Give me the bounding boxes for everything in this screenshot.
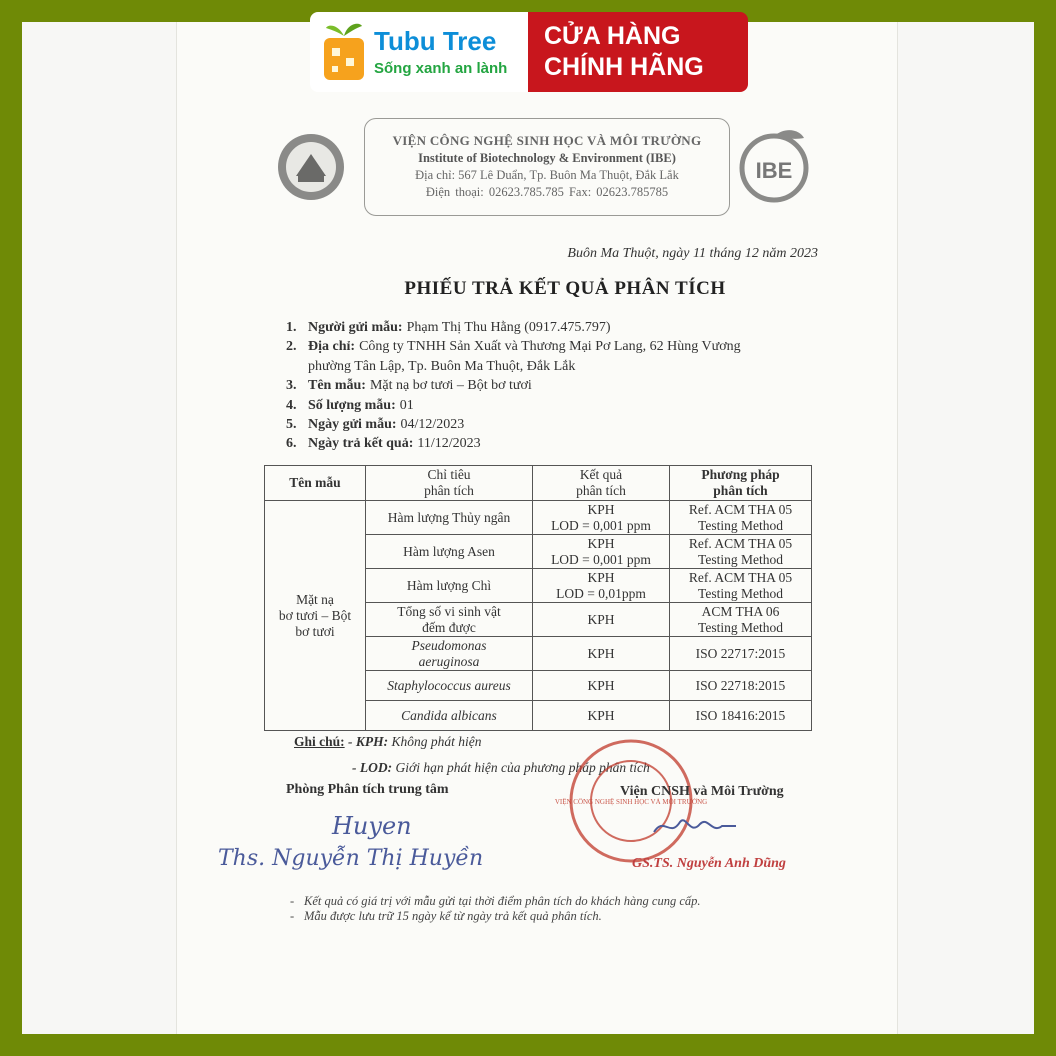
note-kph-abbr: - KPH:	[348, 734, 389, 749]
result-cell: KPH	[533, 701, 670, 731]
indicator-cell: Staphylococcus aureus	[366, 671, 533, 701]
footer-line: Kết quả có giá trị với mẫu gửi tại thời điểm phân tích do khách hàng cung cấp.	[304, 894, 701, 908]
brand-tagline: Sống xanh an lành	[374, 60, 508, 77]
result-cell: KPH	[533, 671, 670, 701]
info-num: 3.	[286, 378, 297, 394]
info-value: Mặt nạ bơ tươi – Bột bơ tươi	[369, 378, 532, 394]
footer-line: Mẫu được lưu trữ 15 ngày kể từ ngày trả kết quả phân tích.	[304, 909, 602, 923]
indicator-cell: Pseudomonas aeruginosa	[366, 637, 533, 671]
university-seal-icon	[276, 132, 346, 202]
stamp-text: VIỆN CÔNG NGHỆ SINH HỌC VÀ MÔI TRƯỜNG	[554, 798, 708, 806]
info-value: Phạm Thị Thu Hằng (0917.475.797)	[406, 320, 611, 335]
info-num: 5.	[286, 417, 297, 433]
document-title: PHIẾU TRẢ KẾT QUẢ PHÂN TÍCH	[404, 278, 726, 299]
method-cell: Ref. ACM THA 05 Testing Method	[670, 569, 812, 603]
note-lod-abbr: - LOD:	[352, 760, 393, 775]
info-item	[286, 337, 826, 356]
method-cell: ACM THA 06 Testing Method	[670, 603, 812, 637]
indicator-cell: Hàm lượng Asen	[366, 535, 533, 569]
info-item	[286, 415, 826, 434]
method-cell: ISO 22718:2015	[670, 671, 812, 701]
right-signature-icon	[650, 812, 740, 842]
indicator-cell: Tổng số vi sinh vật đếm được	[366, 603, 533, 637]
info-value: 04/12/2023	[400, 417, 465, 433]
institute-phone-fax: Điện thoại: 02623.785.785 Fax: 02623.785785	[425, 185, 669, 199]
right-signer-name: GS.TS. Nguyễn Anh Dũng	[632, 856, 786, 871]
method-cell: Ref. ACM THA 05 Testing Method	[670, 535, 812, 569]
method-cell: ISO 22717:2015	[670, 637, 812, 671]
sample-name-cell: Mặt nạ bơ tươi – Bột bơ tươi	[265, 501, 366, 731]
col-header-indicator: Chỉ tiêu phân tích	[366, 466, 533, 501]
result-cell: KPH	[533, 637, 670, 671]
info-label: Số lượng mẫu:	[308, 397, 396, 413]
result-cell: KPH LOD = 0,001 ppm	[533, 501, 670, 535]
info-label: Ngày gửi mẫu:	[308, 417, 397, 433]
issue-date: Buôn Ma Thuột, ngày 11 tháng 12 năm 2023	[567, 246, 818, 261]
indicator-cell: Candida albicans	[366, 701, 533, 731]
info-value: 01	[399, 397, 414, 413]
info-num: 1.	[286, 320, 297, 335]
results-table	[264, 465, 812, 731]
table-row	[265, 501, 812, 535]
institute-header	[364, 118, 730, 216]
note-kph-text: Không phát hiện	[391, 734, 482, 749]
info-num: 6.	[286, 436, 297, 452]
info-value-continued: phường Tân Lập, Tp. Buôn Ma Thuột, Đắk Lắk	[308, 358, 576, 374]
shop-line-1: CỬA HÀNG	[544, 22, 681, 50]
left-signature: Huyen	[332, 812, 412, 840]
tubu-tree-logo-icon	[318, 18, 370, 84]
brand-name: Tubu Tree	[374, 26, 497, 56]
info-item	[286, 376, 826, 395]
institute-name-en: Institute of Biotechnology & Environment (IBE)	[418, 151, 676, 165]
method-cell: ISO 18416:2015	[670, 701, 812, 731]
info-item	[286, 434, 826, 453]
result-cell: KPH LOD = 0,01ppm	[533, 569, 670, 603]
method-cell: Ref. ACM THA 05 Testing Method	[670, 501, 812, 535]
ibe-logo-text: IBE	[755, 158, 793, 183]
official-store-badge	[528, 12, 748, 92]
indicator-cell: Hàm lượng Thủy ngân	[366, 501, 533, 535]
info-num: 4.	[286, 397, 297, 413]
sample-info-list	[286, 318, 826, 454]
left-signer-name: Ths. Nguyễn Thị Huyền	[218, 846, 484, 871]
notes-label: Ghi chú:	[294, 734, 345, 749]
result-cell: KPH LOD = 0,001 ppm	[533, 535, 670, 569]
info-value: 11/12/2023	[417, 436, 481, 452]
info-label: Người gửi mẫu:	[308, 320, 403, 335]
institute-name-vn: VIỆN CÔNG NGHỆ SINH HỌC VÀ MÔI TRƯỜNG	[392, 133, 702, 148]
info-label: Địa chỉ:	[308, 339, 356, 355]
footer-notes: - Kết quả có giá trị với mẫu gửi tại thời điểm phân tích do khách hàng cung cấp. - Mẫu được lưu trữ 15 ngày kể từ ngày trả kết quả phân tích.	[290, 894, 701, 923]
info-item	[286, 396, 826, 415]
brand-banner	[310, 12, 748, 92]
ibe-logo-icon	[734, 124, 814, 204]
info-value: Công ty TNHH Sản Xuất và Thương Mại Pơ Lang, 62 Hùng Vương	[359, 339, 741, 355]
table-header-row	[265, 466, 812, 501]
info-num: 2.	[286, 339, 297, 355]
shop-line-2: CHÍNH HÃNG	[544, 53, 704, 81]
brand-box	[310, 12, 528, 92]
col-header-method: Phương pháp phân tích	[670, 466, 812, 501]
institute-address: Địa chỉ: 567 Lê Duẩn, Tp. Buôn Ma Thuột, Đắk Lắk	[415, 168, 679, 182]
right-department: Viện CNSH và Môi Trường	[620, 784, 784, 799]
indicator-cell: Hàm lượng Chì	[366, 569, 533, 603]
info-item	[286, 318, 826, 337]
info-label: Tên mẫu:	[308, 378, 366, 394]
left-department: Phòng Phân tích trung tâm	[286, 782, 449, 797]
col-header-sample: Tên mẫu	[265, 466, 366, 501]
result-cell: KPH	[533, 603, 670, 637]
note-lod-text: Giới hạn phát hiện của phương pháp phân tích	[395, 760, 650, 775]
info-label: Ngày trả kết quả:	[308, 436, 414, 452]
col-header-result: Kết quả phân tích	[533, 466, 670, 501]
